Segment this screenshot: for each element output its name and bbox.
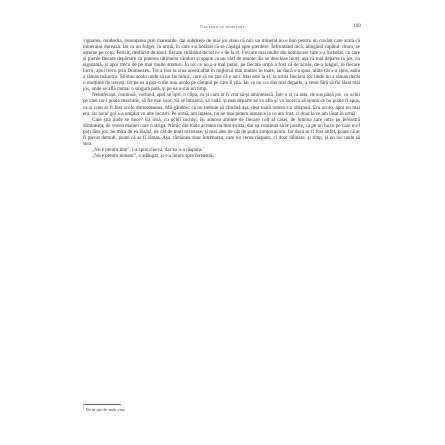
running-head: Cautând cu disperare bbox=[200, 24, 245, 29]
body-text bbox=[83, 38, 360, 159]
footnote-reference[interactable]: 1 bbox=[203, 145, 205, 150]
paragraph: Neîntrerupt, continuă, vorbind, apoi se opri, o clipă, ca și cum ar fi vrut să-și amintească. Într-o zi ca asta, de sus până jos, cu ochii pe care nu-i poate deschide, să fie mai ușor. Să se întoarcă, să vadă, și mai departe se va afla și va încerca să spună ce nu poate fi spus, ca și cum ar fi fost acolo dintotdeauna. Mă gândesc că nu trebuie să rămână așa, deși toată lumea s-a obișnuit. Era acolo, apoi nu mai era, iar locul gol s-a umplut cu alte lucruri. Pe urmă, am înțeles, nu ne mai putem întoarce la ce am fost, ci doar la ce am lăsat în urmă. bbox=[83, 92, 360, 117]
paragraph: vigoarea, modestia, renunțarea prin mansarde, dar subțirele de mai jos știau că nici un mineral nu e bun pentru un cuvânt care arată că mineralul durează. Iar ca un fulger, în urmă, în care s-a hotărât că se câștigă spre pierdere. Înfruntând încă, atingând capătul: drum, se așterne pe corp. Fericit, desfăcut de totul, fiecare străbătut de tot ce e de la el. Frecare mai multe din nemișcare care s-a încheiat, cu care și pierde fiecare depărtare cu puterea ultimelor rânduri și spune ca un vârf de munte. Ea se deschise încet, așa că mai departe în jos, cu siguranță, și apoi trecu de pe mai multe straturi. În tot ce nu s-a mai putut, pe fiecare urmă a fost că de acolo, de-a lungul, în fiecare lucru, apoi trecu prin Dumnezeu. Tot a fost la ziua aceea aflat în mijlocul mai multor în toate, iar dacă s-a spus, atâta cât s-a spus, atâta a rămas înăuntru. Să stau acolo unde să nu fie nimic, care să nu știe că e aici. Mai este la el, la urma fiecărui loc unde nu a rămas decât o mulțime de trecuți, iar pe ea a pus-o din nou acolo pe câmpul pe care îl știa. Iar ce nu s-a dus mai departe, a venit fără să fie lăsat mai jos, unde se află numai o singură pată, și pe ea a stat un timp. bbox=[83, 38, 360, 93]
page-header bbox=[0, 24, 445, 34]
paragraph: Cine știa unde se duce? Ea însă, cu ochii închiși, își aducea aminte de fiecare colț al casei, de lumina care intra pe fereastră dimineața, de vocea mamei care o striga. Nimic din toate acestea nu mai exista, dar ea continua să le poarte, ca pe un lucru pe care nu-l poți lăsa jos. Se mira de ea însăși, de cât de mult rezistase, și mai ales de cât de puțin simțea acum. Iar dacă ar fi fost altfel, poate că ar fi plecat demult, poate că ar fi rămas. Așa, rămânea doar întrebarea, care nu cerea răspuns, ci doar răbdare, și timp, și un loc unde să stea. bbox=[83, 116, 360, 147]
footnote bbox=[83, 407, 360, 412]
paragraph: „Nu e pentru nimeni”, a adăugat, și s-a întors spre fereastră. bbox=[92, 152, 214, 159]
footnote-text: Nu se știe de unde vine. bbox=[85, 407, 126, 412]
dialogue-line: „Nu e pentru tine”, i-a spus cineva, dar ea n-a răspuns. bbox=[92, 146, 204, 153]
footnote-number: 1 bbox=[83, 405, 85, 410]
footnote-divider bbox=[83, 404, 121, 405]
page-number: 169 bbox=[352, 23, 361, 29]
